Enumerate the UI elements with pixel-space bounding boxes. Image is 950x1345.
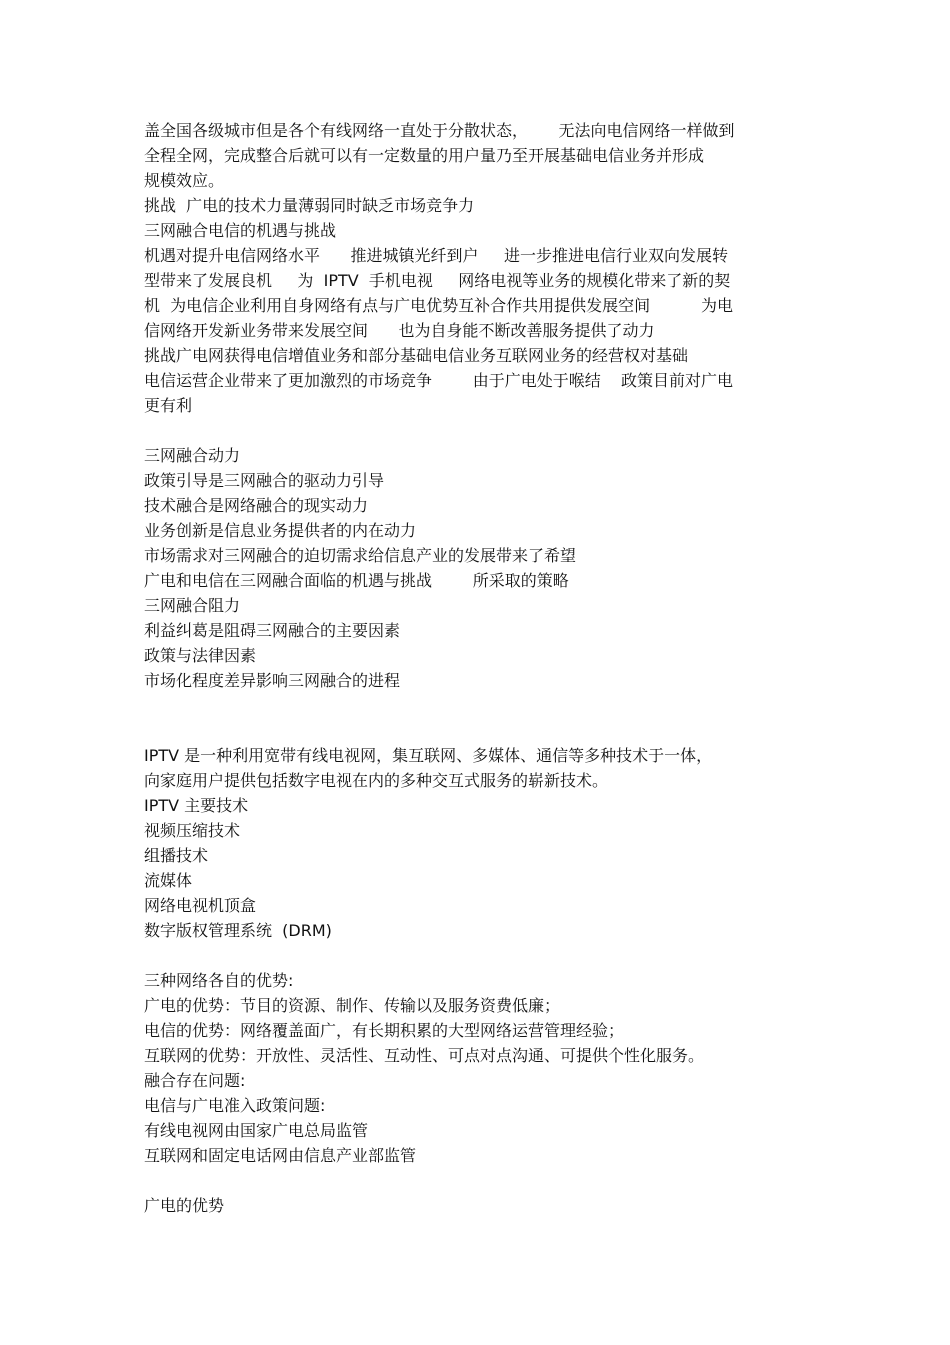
blank-line [144, 1168, 834, 1193]
text-line: 盖全国各级城市但是各个有线网络一直处于分散状态， 无法向电信网络一样做到 [144, 121, 735, 140]
text-line: 技术融合是网络融合的现实动力 [144, 496, 369, 515]
text-line: 利益纠葛是阻碍三网融合的主要因素 [144, 621, 401, 640]
section-heading: 广电的优势 [144, 1196, 225, 1215]
text-line: 广电和电信在三网融合面临的机遇与挑战 所采取的策略 [144, 571, 569, 590]
text-line: 政策引导是三网融合的驱动力引导 [144, 471, 385, 490]
text-line: 更有利 [144, 396, 193, 415]
text-line: 电信与广电准入政策问题: [144, 1096, 326, 1115]
section-heading: IPTV 主要技术 [144, 796, 249, 815]
text-line: 机 为电信企业利用自身网络有点与广电优势互补合作共用提供发展空间 为电 [144, 296, 734, 315]
blank-line [144, 943, 834, 968]
section-heading: 三网融合动力 [144, 446, 241, 465]
text-line: 信网络开发新业务带来发展空间 也为自身能不断改善服务提供了动力 [144, 321, 655, 340]
text-line: IPTV 是一种利用宽带有线电视网，集互联网、多媒体、通信等多种技术于一体， [144, 746, 713, 765]
text-line: 互联网和固定电话网由信息产业部监管 [144, 1146, 417, 1165]
section-heading: 融合存在问题: [144, 1071, 246, 1090]
text-line: 市场需求对三网融合的迫切需求给信息产业的发展带来了希望 [144, 546, 577, 565]
text-line: 全程全网，完成整合后就可以有一定数量的用户量乃至开展基础电信业务并形成 [144, 146, 705, 165]
list-item: 网络电视机顶盒 [144, 896, 257, 915]
list-item: 数字版权管理系统 (DRM) [144, 921, 332, 940]
section-heading: 三种网络各自的优势: [144, 971, 294, 990]
text-line: 向家庭用户提供包括数字电视在内的多种交互式服务的崭新技术。 [144, 771, 609, 790]
text-line: 有线电视网由国家广电总局监管 [144, 1121, 369, 1140]
text-line: 市场化程度差异影响三网融合的进程 [144, 671, 401, 690]
text-line: 互联网的优势：开放性、灵活性、互动性、可点对点沟通、可提供个性化服务。 [144, 1046, 705, 1065]
text-line: 广电的优势：节目的资源、制作、传输以及服务资费低廉； [144, 996, 561, 1015]
text-line: 型带来了发展良机 为 IPTV 手机电视 网络电视等业务的规模化带来了新的契 [144, 271, 731, 290]
text-line: 政策与法律因素 [144, 646, 257, 665]
text-line: 规模效应。 [144, 171, 225, 190]
list-item: 组播技术 [144, 846, 209, 865]
text-line: 三网融合电信的机遇与挑战 [144, 221, 337, 240]
text-line: 机遇对提升电信网络水平 推进城镇光纤到户 进一步推进电信行业双向发展转 [144, 246, 728, 265]
document-body [144, 118, 834, 1218]
section-heading: 三网融合阻力 [144, 596, 241, 615]
list-item: 流媒体 [144, 871, 193, 890]
blank-line [144, 418, 834, 443]
list-item: 视频压缩技术 [144, 821, 241, 840]
blank-line [144, 693, 834, 743]
text-line: 挑战 广电的技术力量薄弱同时缺乏市场竞争力 [144, 196, 475, 215]
text-line: 电信运营企业带来了更加激烈的市场竞争 由于广电处于喉结 政策目前对广电 [144, 371, 734, 390]
text-line: 电信的优势：网络覆盖面广，有长期积累的大型网络运营管理经验； [144, 1021, 625, 1040]
text-line: 业务创新是信息业务提供者的内在动力 [144, 521, 417, 540]
text-line: 挑战广电网获得电信增值业务和部分基础电信业务互联网业务的经营权对基础 [144, 346, 689, 365]
